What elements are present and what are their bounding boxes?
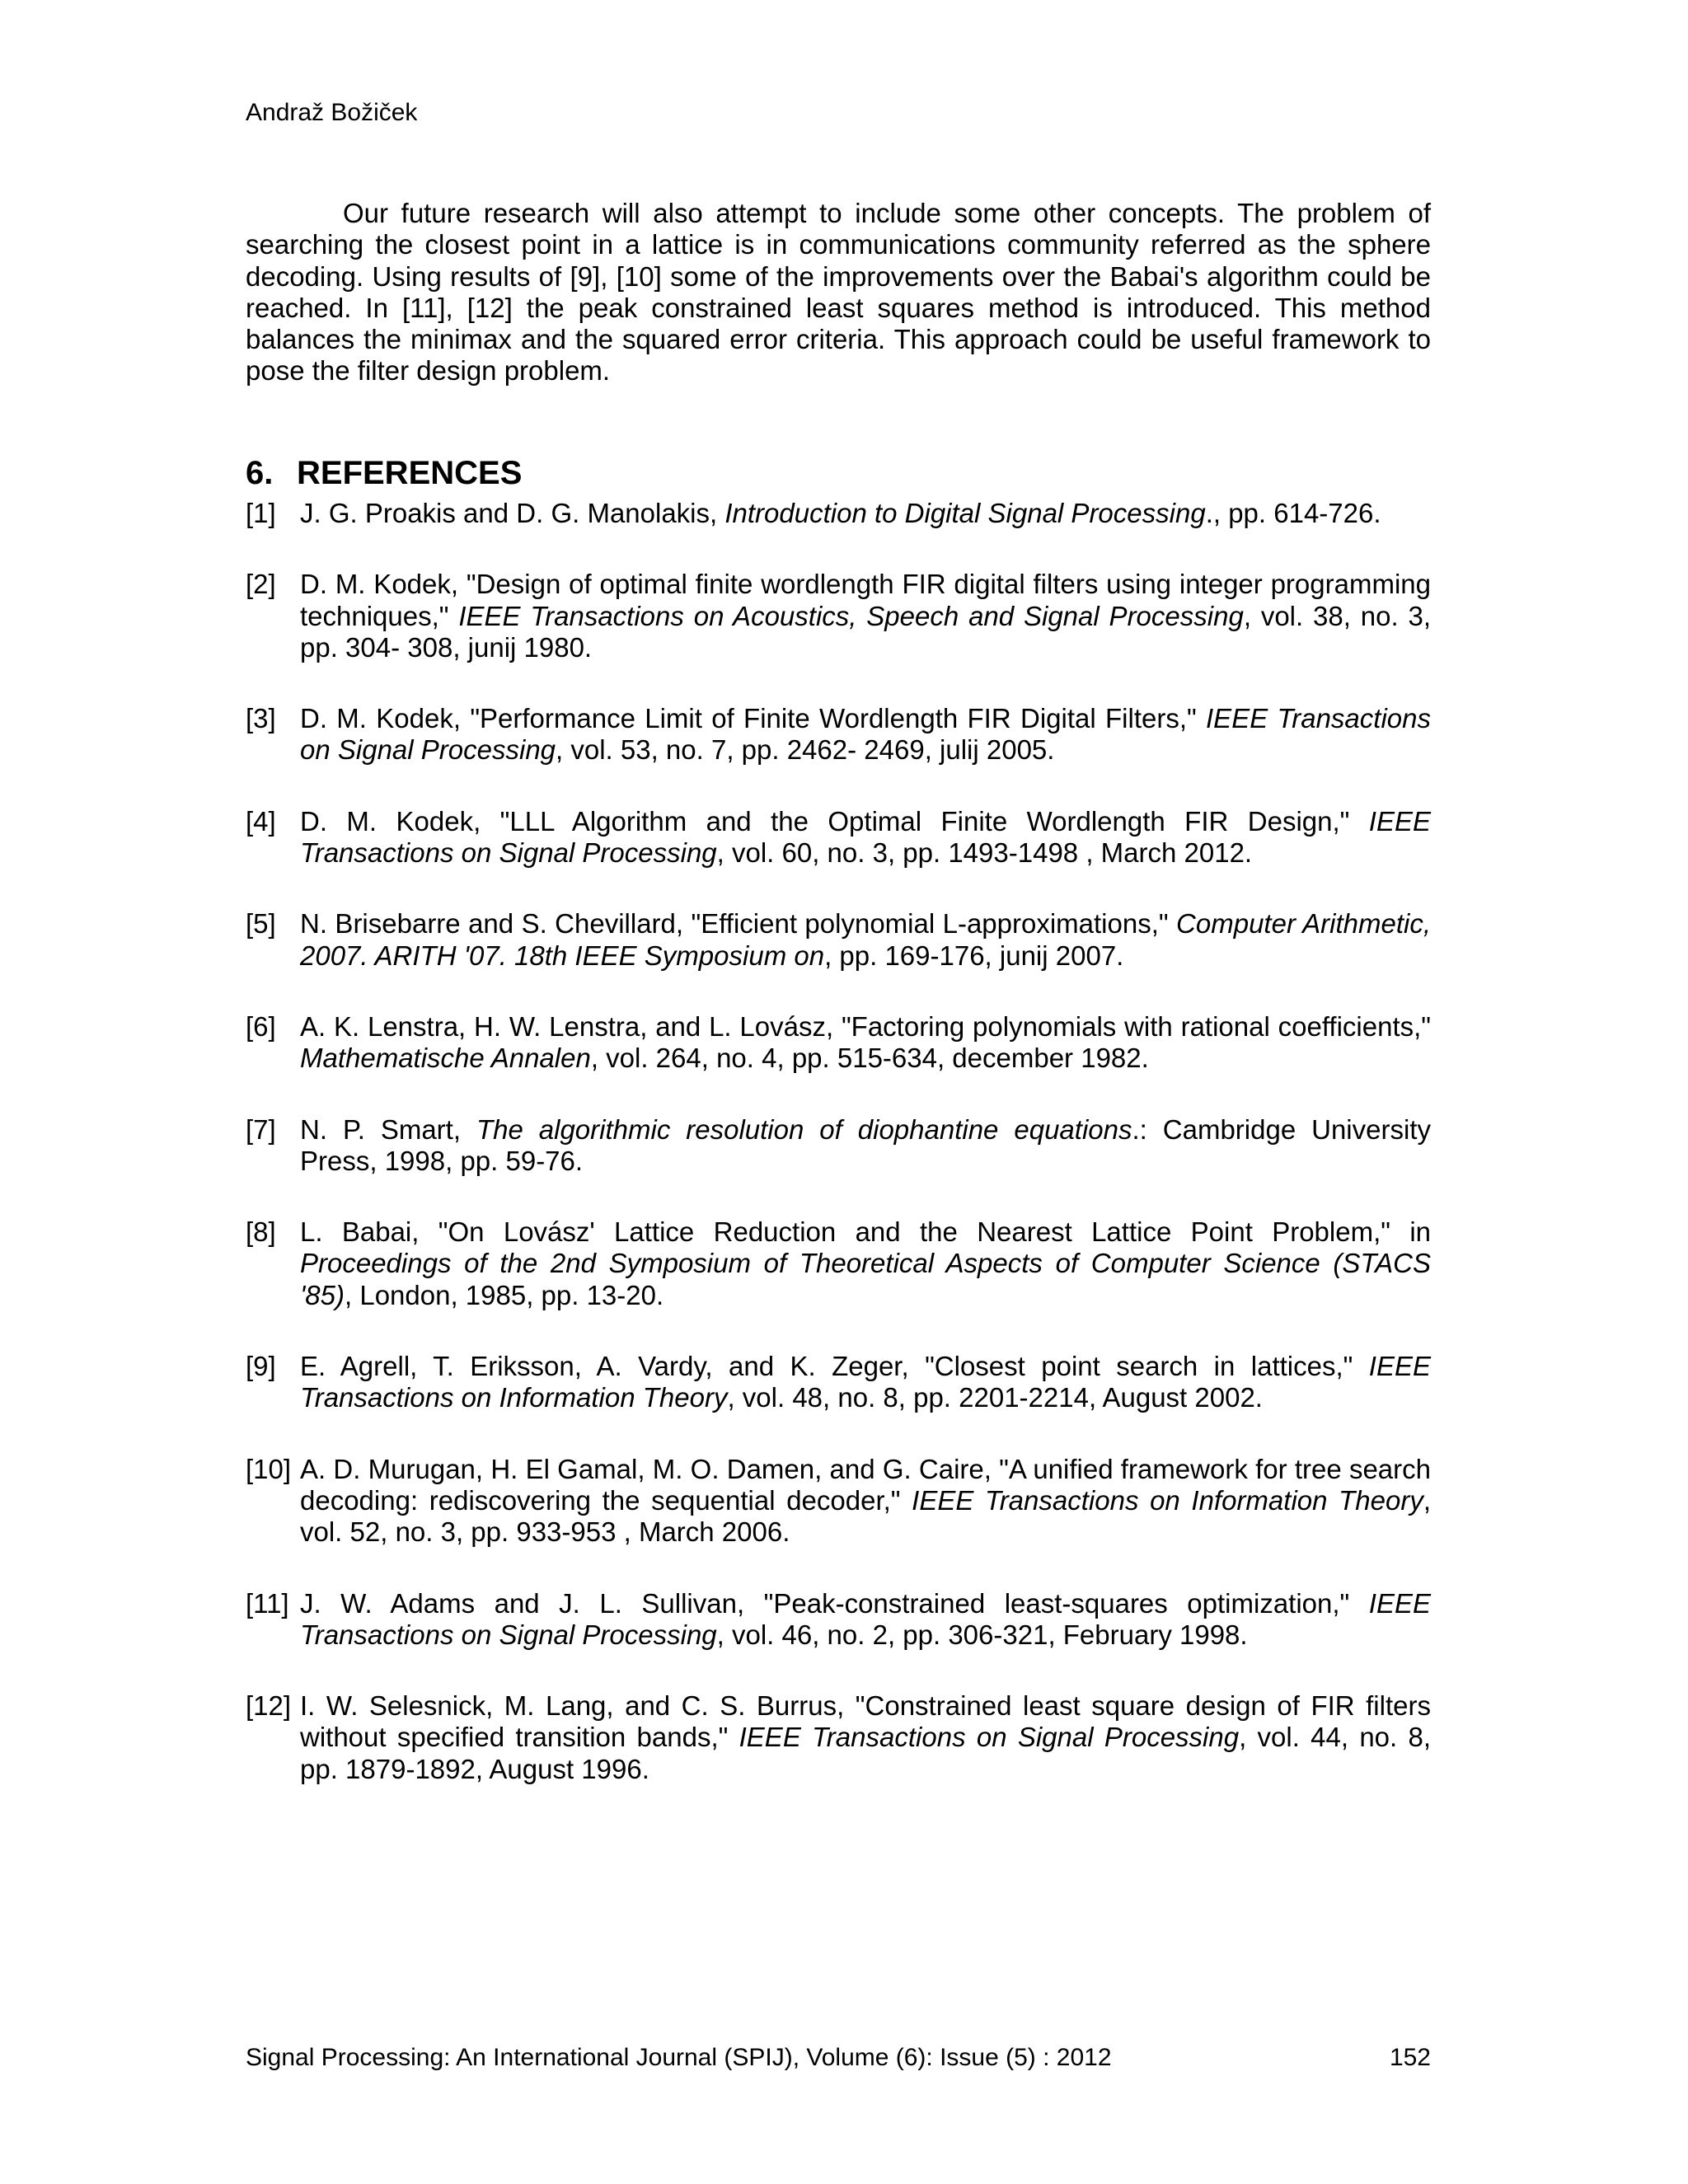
reference-number: [12]: [246, 1690, 292, 1722]
reference-authors-title: J. W. Adams and J. L. Sullivan, "Peak-constrained least-squares optimization,": [300, 1587, 1369, 1619]
reference-venue: Proceedings of the 2nd Symposium of Theoretical Aspects of Computer Science (STACS '85): [300, 1248, 1431, 1310]
reference-item: [246, 703, 1431, 766]
reference-number: [10]: [246, 1453, 292, 1484]
reference-number: [1]: [246, 498, 276, 528]
reference-item: [246, 1690, 1431, 1785]
section-title: REFERENCES: [297, 455, 523, 491]
reference-text: [300, 1114, 1431, 1178]
reference-authors-title: I. W. Selesnick, M. Lang, and C. S. Burrus, "Constrained least square design of FIR filters without specified transition bands,": [300, 1690, 1431, 1753]
reference-details: , vol. 46, no. 2, pp. 306-321, February 1998.: [716, 1619, 1248, 1650]
reference-item: [246, 1216, 1431, 1311]
conclusion-paragraph: Our future research will also attempt to include some other concepts. The problem of searching the closest point in a lattice is in communications community referred as the sphere decoding. Using results of [9], [10] some of the improvements over the Babai's algorithm could be reached. In [11], [12] the peak constrained least squares method is introduced. This method balances the minimax and the squared error criteria. This approach could be useful framework to pose the filter design problem.: [246, 198, 1431, 387]
reference-item: [246, 806, 1431, 869]
reference-item: [246, 1454, 1431, 1549]
reference-number: [9]: [246, 1351, 276, 1382]
reference-venue: Introduction to Digital Signal Processing: [724, 498, 1206, 528]
reference-number: [8]: [246, 1216, 276, 1248]
reference-authors-title: E. Agrell, T. Eriksson, A. Vardy, and K. Zeger, "Closest point search in lattices,": [300, 1351, 1369, 1382]
reference-details: , vol. 52, no. 3, pp. 933-953 , March 2006.: [300, 1484, 1431, 1548]
reference-text: [300, 1351, 1431, 1414]
footer-page-number: 152: [1389, 2044, 1431, 2071]
reference-venue: IEEE Transactions on Information Theory: [912, 1484, 1423, 1516]
section-number: 6.: [246, 455, 274, 491]
reference-text: [300, 1216, 1431, 1311]
reference-authors-title: D. M. Kodek, "Design of optimal finite wordlength FIR digital filters using integer programming techniques,": [300, 569, 1431, 631]
reference-text: [300, 1588, 1431, 1652]
reference-item: [246, 1114, 1431, 1178]
reference-venue: IEEE Transactions on Signal Processing: [300, 703, 1431, 766]
reference-details: , vol. 44, no. 8, pp. 1879-1892, August 1996.: [300, 1722, 1431, 1784]
reference-authors-title: A. D. Murugan, H. El Gamal, M. O. Damen, and G. Caire, "A unified framework for tree search decoding: rediscovering the sequential decoder,": [300, 1453, 1431, 1516]
reference-venue: IEEE Transactions on Information Theory: [300, 1351, 1431, 1413]
reference-item: [246, 569, 1431, 663]
reference-venue: IEEE Transactions on Signal Processing: [300, 805, 1431, 869]
reference-number: [4]: [246, 805, 276, 837]
reference-details: , vol. 38, no. 3, pp. 304- 308, junij 1980.: [300, 600, 1432, 663]
reference-details: , pp. 169-176, junij 2007.: [824, 940, 1124, 971]
reference-venue: Mathematische Annalen: [300, 1043, 591, 1074]
reference-number: [11]: [246, 1587, 289, 1619]
reference-item: [246, 1588, 1431, 1652]
section-heading: [246, 453, 522, 493]
reference-authors-title: J. G. Proakis and D. G. Manolakis,: [300, 498, 725, 528]
reference-number: [6]: [246, 1010, 276, 1042]
running-header-author: Andraž Božiček: [246, 99, 418, 126]
reference-details: ., pp. 614-726.: [1205, 498, 1381, 528]
reference-item: [246, 1011, 1431, 1075]
reference-item: [246, 908, 1431, 972]
reference-details: , vol. 48, no. 8, pp. 2201-2214, August 2002.: [727, 1382, 1263, 1413]
reference-item: [246, 498, 1431, 529]
reference-text: [300, 806, 1431, 869]
reference-list: [246, 498, 1431, 1825]
reference-number: [2]: [246, 569, 276, 600]
reference-text: [300, 498, 1431, 529]
reference-authors-title: L. Babai, "On Lovász' Lattice Reduction and the Nearest Lattice Point Problem," in: [300, 1216, 1431, 1248]
reference-venue: The algorithmic resolution of diophantine equations: [476, 1113, 1132, 1145]
reference-details: .: Cambridge University Press, 1998, pp. 59-76.: [300, 1113, 1431, 1176]
reference-venue: Computer Arithmetic, 2007. ARITH '07. 18th IEEE Symposium on: [300, 908, 1432, 971]
reference-details: , vol. 60, no. 3, pp. 1493-1498 , March 2012.: [716, 837, 1253, 869]
reference-text: [300, 703, 1431, 766]
page-footer: [246, 2042, 1431, 2074]
reference-text: [300, 569, 1431, 663]
reference-authors-title: A. K. Lenstra, H. W. Lenstra, and L. Lovász, "Factoring polynomials with rational coefficients,": [300, 1010, 1431, 1042]
reference-details: , London, 1985, pp. 13-20.: [345, 1279, 664, 1310]
reference-details: , vol. 53, no. 7, pp. 2462- 2469, julij 2005.: [556, 734, 1055, 766]
reference-number: [3]: [246, 703, 276, 734]
reference-authors-title: D. M. Kodek, "LLL Algorithm and the Optimal Finite Wordlength FIR Design,": [300, 805, 1369, 837]
reference-text: [300, 1454, 1431, 1549]
reference-authors-title: N. Brisebarre and S. Chevillard, "Efficient polynomial L-approximations,": [300, 908, 1177, 940]
reference-text: [300, 1690, 1431, 1785]
reference-authors-title: N. P. Smart,: [300, 1113, 476, 1145]
reference-venue: IEEE Transactions on Signal Processing: [738, 1722, 1240, 1753]
reference-authors-title: D. M. Kodek, "Performance Limit of Finite Wordlength FIR Digital Filters,": [300, 703, 1207, 734]
reference-venue: IEEE Transactions on Signal Processing: [300, 1587, 1431, 1650]
reference-details: , vol. 264, no. 4, pp. 515-634, december 1982.: [590, 1043, 1149, 1074]
reference-number: [7]: [246, 1113, 276, 1145]
reference-item: [246, 1351, 1431, 1414]
reference-text: [300, 908, 1431, 972]
footer-journal: Signal Processing: An International Journal (SPIJ), Volume (6): Issue (5) : 2012: [246, 2044, 1112, 2071]
reference-text: [300, 1011, 1431, 1075]
reference-venue: IEEE Transactions on Acoustics, Speech and Signal Processing: [458, 600, 1244, 631]
reference-number: [5]: [246, 908, 276, 940]
